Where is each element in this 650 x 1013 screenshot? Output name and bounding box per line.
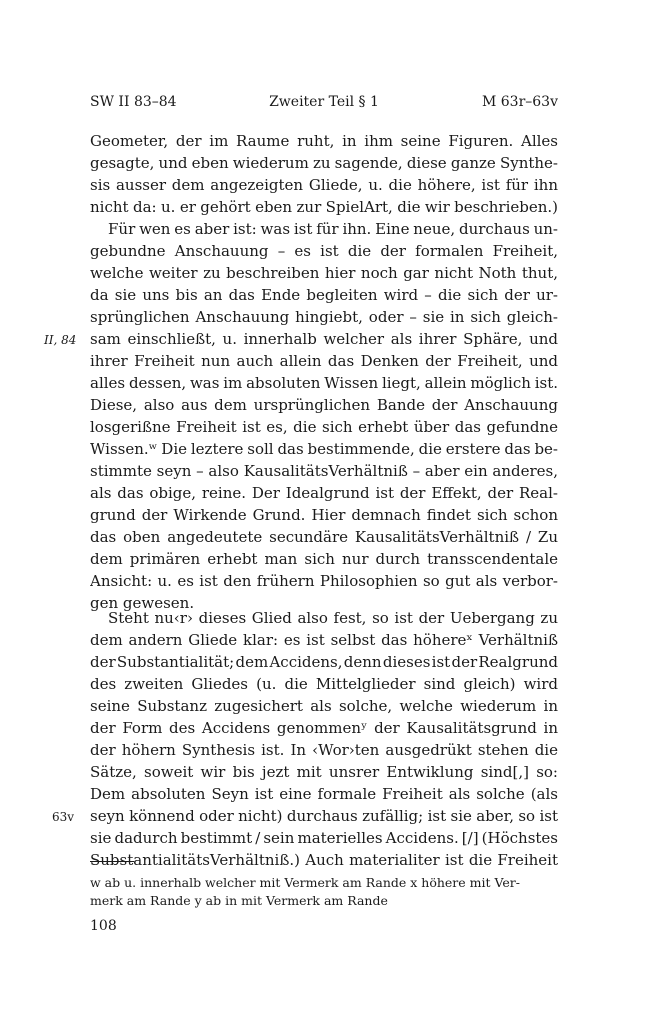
- margin-note-ii-84: II, 84: [44, 333, 77, 347]
- text-line: SubstantialitätsVerhältniß.) Auch materialiter ist die Freiheit: [90, 851, 558, 869]
- margin-note-63v: 63v: [52, 810, 75, 824]
- text-line: Sätze, soweit wir bis jezt mit unsrer Entwiklung sind[,] so:: [90, 763, 558, 781]
- text-line: nicht da: u. er gehört eben zur SpielArt, die wir beschrieben.): [90, 198, 558, 216]
- text-line: der Form des Accidens genommenʸ der Kausalitätsgrund in: [90, 719, 558, 737]
- text-line: Diese, also aus dem ursprünglichen Bande der Anschauung: [90, 396, 558, 414]
- text-line: alles dessen, was im absoluten Wissen liegt, allein möglich ist.: [90, 374, 558, 392]
- text-line: des zweiten Gliedes (u. die Mittelglieder sind gleich) wird: [90, 675, 558, 693]
- text-line: als das obige, reine. Der Idealgrund ist der Effekt, der Real-: [90, 484, 558, 502]
- text-line: sam einschließt, u. innerhalb welcher als ihrer Sphäre, und: [90, 330, 558, 348]
- text-line: losgerißne Freiheit ist es, die sich erhebt über das gefundne: [90, 418, 558, 436]
- text-line: sprünglichen Anschauung hingiebt, oder – sie in sich gleich-: [90, 308, 558, 326]
- text-line: sis ausser dem angezeigten Gliede, u. die höhere, ist für ihn: [90, 176, 558, 194]
- text-line: welche weiter zu beschreiben hier noch gar nicht Noth thut,: [90, 264, 558, 282]
- text-line: der höhern Synthesis ist. In ‹Wor›ten ausgedrükt stehen die: [90, 741, 558, 759]
- text-line: der Substantialität; dem Accidens, denn dieses ist der Realgrund: [90, 653, 558, 671]
- footnote-line: w ab u. innerhalb welcher mit Vermerk am Rande x höhere mit Ver-: [90, 875, 520, 890]
- text-line: Für wen es aber ist: was ist für ihn. Eine neue, durchaus un-: [108, 220, 558, 238]
- text-line: Wissen.ʷ Die leztere soll das bestimmende, die erstere das be-: [90, 440, 558, 458]
- header-center: Zweiter Teil § 1: [269, 94, 379, 110]
- text-line: Steht nu‹r› dieses Glied also fest, so ist der Uebergang zu: [108, 609, 558, 627]
- text-line: Ansicht: u. es ist den frühern Philosophien so gut als verbor-: [90, 572, 558, 590]
- text-line: dem andern Gliede klar: es ist selbst das höhereˣ Verhältniß: [90, 631, 558, 649]
- running-header: [90, 94, 558, 114]
- text-line: sie dadurch bestimmt / sein materielles Accidens. [/] (Höchstes: [90, 829, 558, 847]
- text-line: ihrer Freiheit nun auch allein das Denken der Freiheit, und: [90, 352, 558, 370]
- text-line: gesagte, und eben wiederum zu sagende, diese ganze Synthe-: [90, 154, 558, 172]
- text-line: stimmte seyn – also KausalitätsVerhältniß – aber ein anderes,: [90, 462, 558, 480]
- text-line: seine Substanz zugesichert als solche, welche wiederum in: [90, 697, 558, 715]
- text-line: Dem absoluten Seyn ist eine formale Freiheit als solche (als: [90, 785, 558, 803]
- footnote-line: merk am Rande y ab in mit Vermerk am Rande: [90, 893, 388, 908]
- text-line: gebundne Anschauung – es ist die der formalen Freiheit,: [90, 242, 558, 260]
- header-right: M 63r–63v: [481, 94, 558, 110]
- text-line: seyn könnend oder nicht) durchaus zufällig; ist sie aber, so ist: [90, 807, 558, 825]
- text-line: grund der Wirkende Grund. Hier demnach findet sich schon: [90, 506, 558, 524]
- footnote-rule: [90, 861, 134, 862]
- page-number: 108: [90, 918, 117, 934]
- text-line: dem primären erhebt man sich nur durch transscendentale: [90, 550, 558, 568]
- text-line: gen gewesen.: [90, 594, 195, 612]
- text-line: Geometer, der im Raume ruht, in ihm seine Figuren. Alles: [90, 132, 558, 150]
- text-line: das oben angedeutete secundäre KausalitätsVerhältniß / Zu: [90, 528, 558, 546]
- text-line: da sie uns bis an das Ende begleiten wird – die sich der ur-: [90, 286, 558, 304]
- header-left: SW II 83–84: [90, 94, 177, 110]
